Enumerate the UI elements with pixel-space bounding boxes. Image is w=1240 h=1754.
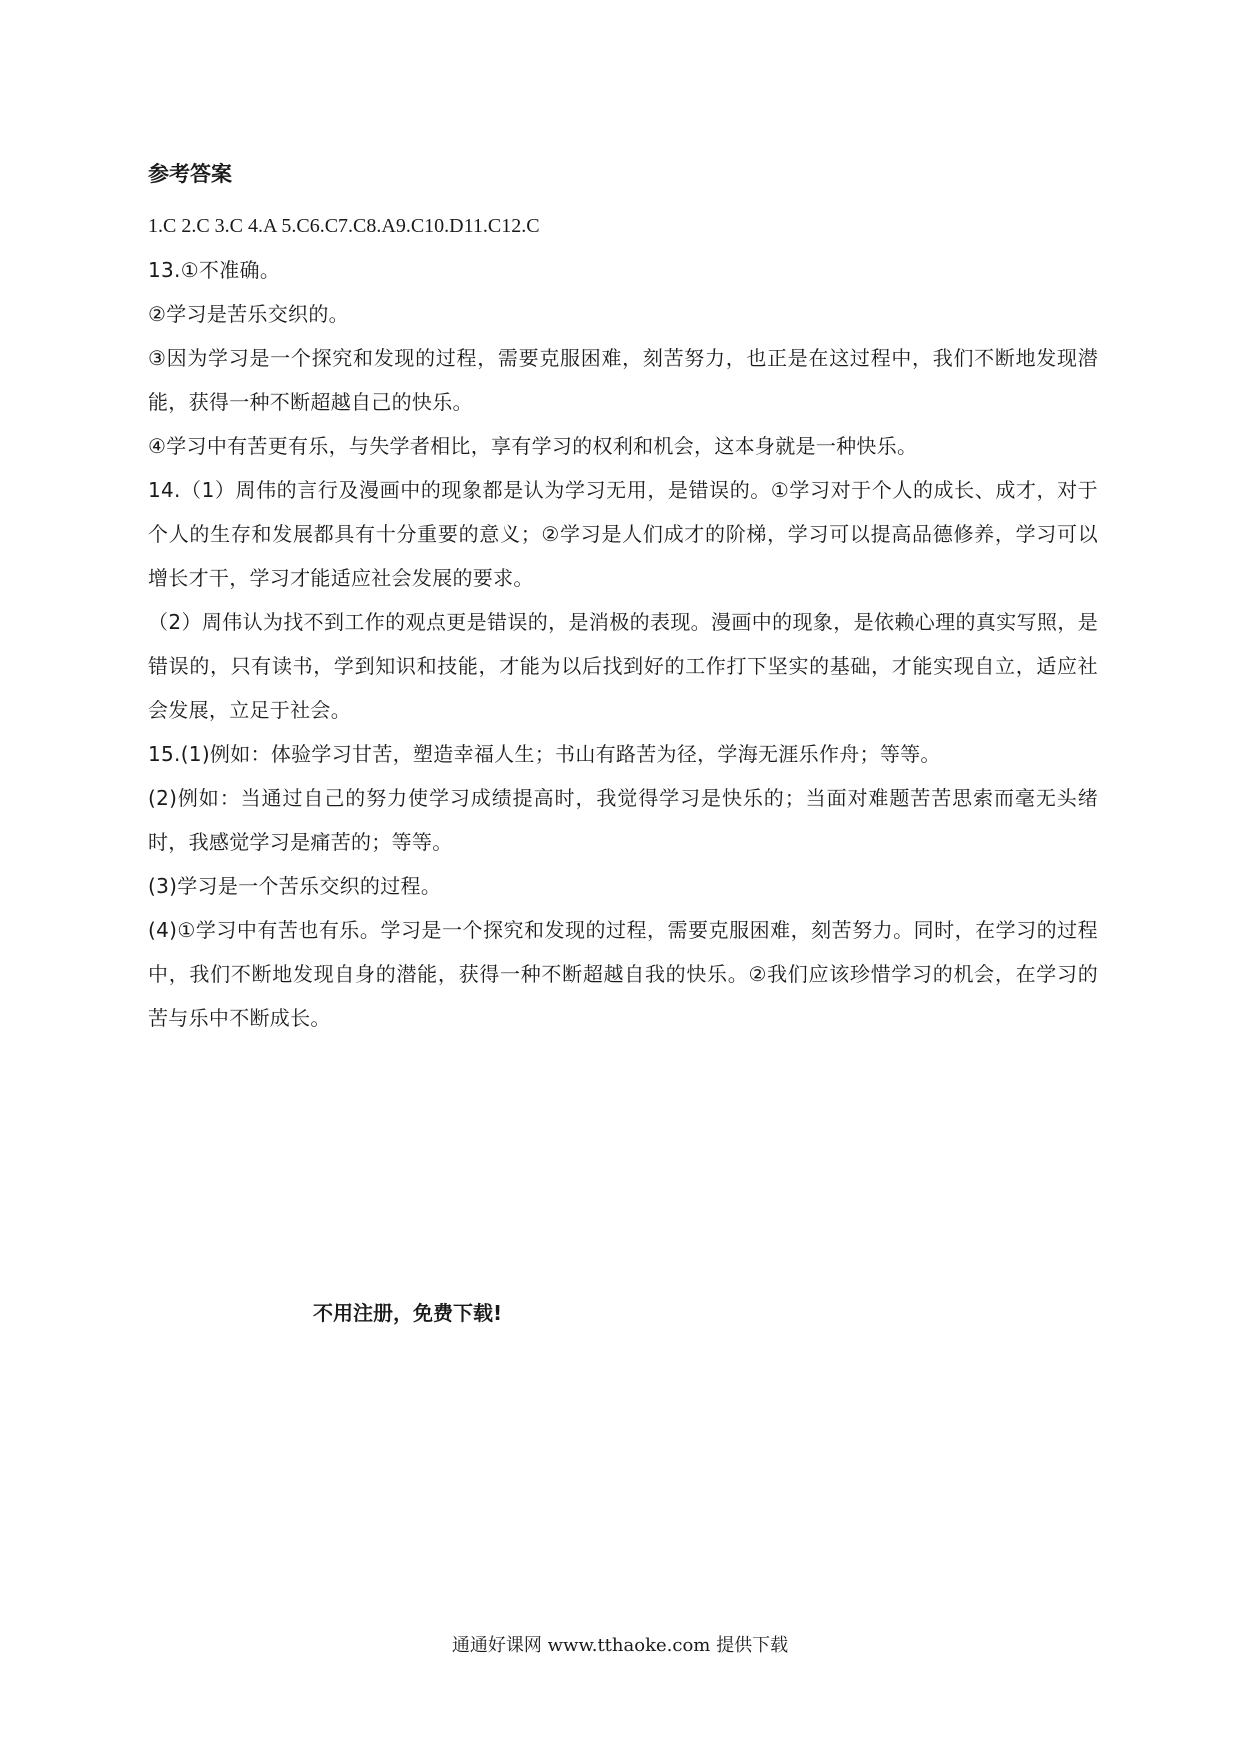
answer-14-2: （2）周伟认为找不到工作的观点更是错误的，是消极的表现。漫画中的现象，是依赖心理的真实写照，是错误的，只有读书，学到知识和技能，才能为以后找到好的工作打下坚实的基础，才能实现自立，适应社会发展，立足于社会。 xyxy=(148,610,1098,722)
answer-13-1: 13.①不准确。 xyxy=(148,258,281,282)
answer-13-2: ②学习是苦乐交织的。 xyxy=(148,302,349,326)
answer-section xyxy=(148,158,1098,1040)
promo-text: 不用注册，免费下载! xyxy=(313,1301,503,1325)
answer-15-4: (4)①学习中有苦也有乐。学习是一个探究和发现的过程，需要克服困难，刻苦努力。同时，在学习的过程中，我们不断地发现自身的潜能，获得一种不断超越自我的快乐。②我们应该珍惜学习的机会，在学习的苦与乐中不断成长。 xyxy=(148,918,1098,1030)
answer-13-4: ④学习中有苦更有乐，与失学者相比，享有学习的权利和机会，这本身就是一种快乐。 xyxy=(148,434,918,458)
answer-15-1: 15.(1)例如：体验学习甘苦，塑造幸福人生；书山有路苦为径，学海无涯乐作舟；等等。 xyxy=(148,742,941,766)
answer-13-3: ③因为学习是一个探究和发现的过程，需要克服困难，刻苦努力，也正是在这过程中，我们不断地发现潜能，获得一种不断超越自己的快乐。 xyxy=(148,346,1098,414)
section-heading: 参考答案 xyxy=(148,162,232,186)
multiple-choice-answers: 1.C 2.C 3.C 4.A 5.C6.C7.C8.A9.C10.D11.C12.C xyxy=(148,215,540,237)
answer-15-3: (3)学习是一个苦乐交织的过程。 xyxy=(148,874,442,898)
answer-14-1: 14.（1）周伟的言行及漫画中的现象都是认为学习无用，是错误的。①学习对于个人的成长、成才，对于个人的生存和发展都具有十分重要的意义；②学习是人们成才的阶梯，学习可以提高品德修养，学习可以增长才干，学习才能适应社会发展的要求。 xyxy=(148,478,1098,590)
page-footer: 通通好课网 www.tthaoke.com 提供下载 xyxy=(451,1635,789,1656)
answer-15-2: (2)例如：当通过自己的努力使学习成绩提高时，我觉得学习是快乐的；当面对难题苦苦思索而毫无头绪时，我感觉学习是痛苦的；等等。 xyxy=(148,786,1098,854)
